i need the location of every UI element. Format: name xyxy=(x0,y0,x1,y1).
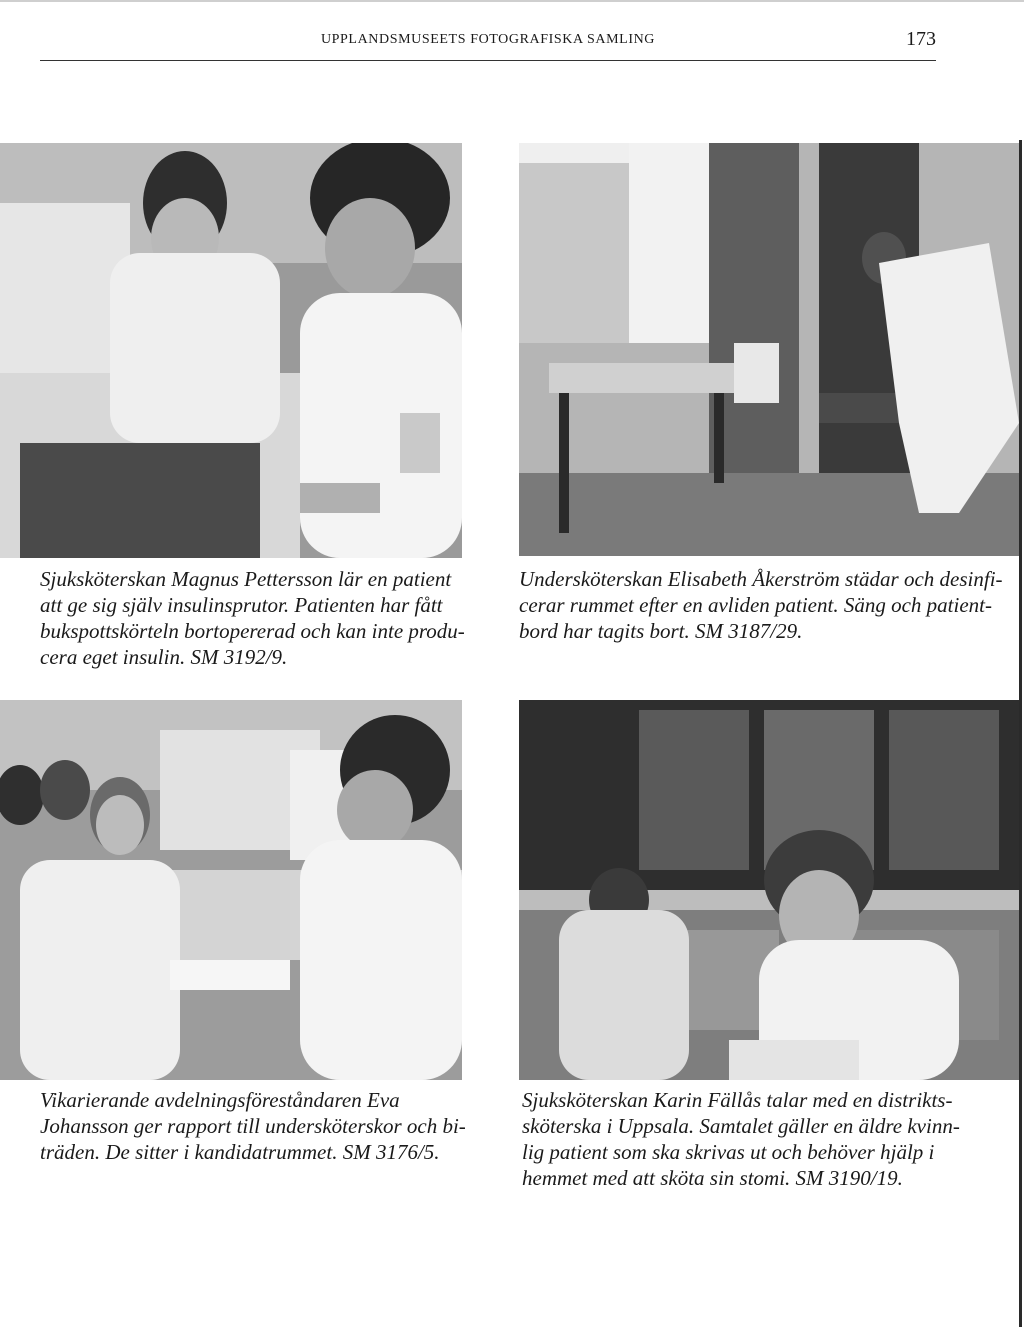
caption-insulin-lesson xyxy=(40,566,470,670)
photo-nurse-telephone-image xyxy=(519,700,1019,1080)
page-edge-shadow xyxy=(1019,140,1022,1327)
photo-insulin-lesson-image xyxy=(0,143,462,558)
caption-line: hemmet med att sköta sin stomi. SM 3190/19. xyxy=(522,1166,903,1190)
caption-room-cleaning xyxy=(519,566,1014,644)
caption-line: Johansson ger rapport till undersköterskor och bi- xyxy=(40,1114,466,1138)
caption-line: cerar rummet efter en avliden patient. Säng och patient- xyxy=(519,593,992,617)
photo-room-cleaning xyxy=(519,143,1019,556)
page-number: 173 xyxy=(906,28,936,50)
photo-nurse-telephone xyxy=(519,700,1019,1080)
running-head: UPPLANDSMUSEETS FOTOGRAFISKA SAMLING xyxy=(320,32,656,47)
page-header xyxy=(40,26,936,61)
caption-line: träden. De sitter i kandidatrummet. SM 3176/5. xyxy=(40,1140,440,1164)
caption-line: bukspottskörteln bortopererad och kan inte produ- xyxy=(40,619,465,643)
caption-line: Vikarierande avdelningsföreståndaren Eva xyxy=(40,1088,400,1112)
caption-line: att ge sig själv insulinsprutor. Patienten har fått xyxy=(40,593,443,617)
caption-line: Sjuksköterskan Magnus Pettersson lär en patient xyxy=(40,567,452,591)
photo-insulin-lesson xyxy=(0,143,462,558)
caption-nurse-telephone xyxy=(522,1087,992,1191)
caption-line: sköterska i Uppsala. Samtalet gäller en äldre kvinn- xyxy=(522,1114,960,1138)
caption-line: Undersköterskan Elisabeth Åkerström städar och desinfi- xyxy=(519,567,1003,591)
caption-line: bord har tagits bort. SM 3187/29. xyxy=(519,619,803,643)
caption-line: cera eget insulin. SM 3192/9. xyxy=(40,645,288,669)
photo-staff-report-image xyxy=(0,700,462,1080)
photo-staff-report xyxy=(0,700,462,1080)
photo-room-cleaning-image xyxy=(519,143,1019,556)
caption-line: Sjuksköterskan Karin Fällås talar med en distrikts- xyxy=(522,1088,953,1112)
caption-staff-report xyxy=(40,1087,470,1165)
page-edge-rule xyxy=(0,0,1024,2)
caption-line: lig patient som ska skrivas ut och behöver hjälp i xyxy=(522,1140,935,1164)
